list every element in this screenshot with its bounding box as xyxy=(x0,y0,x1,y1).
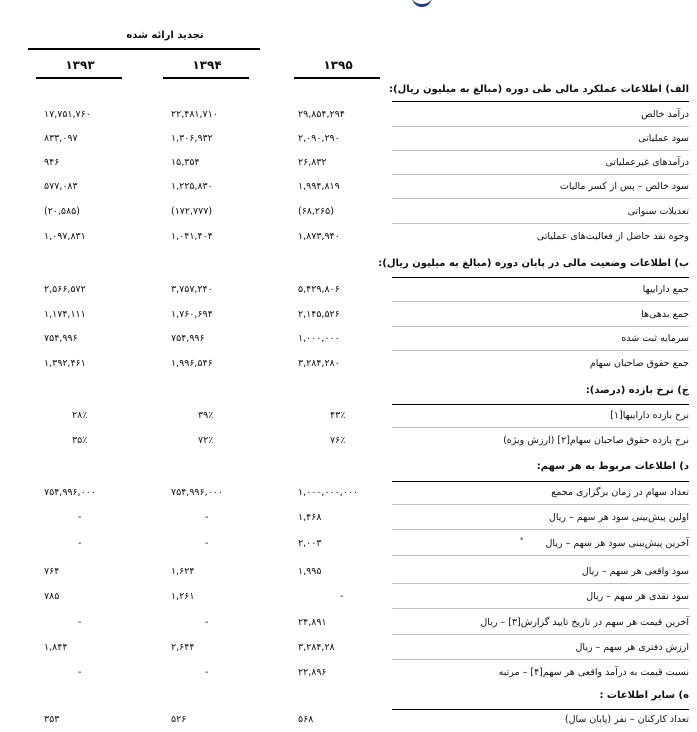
value-1394: - xyxy=(205,617,209,628)
value-1393: ۹۴۶ xyxy=(44,157,60,168)
value-1395: ۱,۹۹۴,۸۱۹ xyxy=(298,181,340,192)
value-1395: ۲۴,۸۹۱ xyxy=(298,617,327,628)
value-1395: - xyxy=(340,591,344,602)
value-1393: ۳۵٪ xyxy=(72,435,88,446)
value-1393: ۱,۳۹۲,۴۶۱ xyxy=(44,358,86,369)
value-1394: ۱,۷۶۰,۶۹۴ xyxy=(171,309,213,320)
table-row xyxy=(0,483,697,505)
value-1394: ۵۲۶ xyxy=(171,714,187,725)
table-row xyxy=(0,354,697,376)
value-1394: ۱,۳۰۶,۹۳۲ xyxy=(171,133,213,144)
value-1395: ۱,۰۰۰,۰۰۰ xyxy=(298,333,340,344)
value-1393: ۷۶۴ xyxy=(44,566,60,577)
section-c-divider xyxy=(392,404,689,405)
row-label: جمع حقوق صاحبان سهام xyxy=(589,358,689,369)
table-row xyxy=(0,534,697,556)
row-label: سود خالص – پس از کسر مالیات xyxy=(559,181,689,192)
value-1395: ۲,۰۰۳ xyxy=(298,538,322,549)
table-row xyxy=(0,406,697,428)
value-1395: ۲,۱۴۵,۵۲۶ xyxy=(298,309,340,320)
value-1395: ۷۶٪ xyxy=(330,435,346,446)
value-1394: ۱,۶۲۴ xyxy=(171,566,195,577)
row-label: ارزش دفتری هر سهم – ریال xyxy=(575,642,689,653)
value-1395: ۳,۲۸۴,۲۸ xyxy=(298,642,335,653)
value-1393: ۷۸۵ xyxy=(44,591,60,602)
value-1393: ۱,۸۴۴ xyxy=(44,642,68,653)
value-1394: ۱,۰۴۱,۴۰۴ xyxy=(171,231,213,242)
value-1394: ۳,۷۵۷,۲۴۰ xyxy=(171,284,213,295)
value-1394: ۱۵,۳۵۴ xyxy=(171,157,200,168)
section-d-title: د) اطلاعات مربوط به هر سهم: xyxy=(536,461,689,472)
table-row xyxy=(0,129,697,151)
row-label: وجوه نقد حاصل از فعالیت‌های عملیاتی xyxy=(536,231,689,242)
value-1395: ۵۶۸ xyxy=(298,714,314,725)
table-row xyxy=(0,638,697,660)
row-label: نسبت قیمت به درآمد واقعی هر سهم[۴] – مرتبه xyxy=(498,667,689,678)
value-1395: (۶۸,۲۶۵) xyxy=(298,206,334,217)
value-1393: ۵۷۷,۰۸۳ xyxy=(44,181,78,192)
value-1393: ۸۳۳,۰۹۷ xyxy=(44,133,78,144)
section-b-title: ب) اطلاعات وضعیت مالی در پایان دوره (مبالغ به میلیون ریال): xyxy=(378,258,689,269)
row-label: تعداد سهام در زمان برگزاری مجمع xyxy=(551,487,689,498)
section-a-title: الف) اطلاعات عملکرد مالی طی دوره (مبالغ به میلیون ریال): xyxy=(389,84,689,95)
value-1395: ۱,۰۰۰,۰۰۰,۰۰۰ xyxy=(298,487,359,498)
row-label: سود نقدی هر سهم – ریال xyxy=(586,591,689,602)
row-label: تعداد کارکنان – نفر (پایان سال) xyxy=(564,714,689,725)
year-1395-header: ۱۳۹۵ xyxy=(323,58,353,72)
row-label: جمع داراییها xyxy=(642,284,689,295)
value-1395: ۲,۰۹۰,۲۹۰ xyxy=(298,133,340,144)
value-1394: ۳۹٪ xyxy=(198,410,214,421)
restated-divider xyxy=(28,48,260,50)
value-1394: (۱۷۲,۷۷۷) xyxy=(171,206,213,217)
value-1394: ۷۵۴,۹۹۶,۰۰۰ xyxy=(171,487,223,498)
table-row xyxy=(0,613,697,635)
row-label: نرخ بازده داراییها[۱] xyxy=(610,410,689,421)
table-row xyxy=(0,663,697,685)
table-row xyxy=(0,105,697,127)
value-1393: ۱,۱۷۴,۱۱۱ xyxy=(44,309,86,320)
year-1394-underline xyxy=(163,77,249,79)
year-1395-underline xyxy=(294,77,380,79)
value-1393: - xyxy=(78,667,82,678)
row-label: درآمدهای غیرعملیاتی xyxy=(605,157,689,168)
value-1393: ۷۵۴,۹۹۶,۰۰۰ xyxy=(44,487,96,498)
value-1395: ۲۶,۸۳۲ xyxy=(298,157,327,168)
table-row xyxy=(0,508,697,530)
table-row xyxy=(0,305,697,327)
logo-icon xyxy=(412,0,432,7)
value-1394: ۲۲,۴۸۱,۷۱۰ xyxy=(171,109,218,120)
value-1395: ۱,۹۹۵ xyxy=(298,566,322,577)
value-1394: - xyxy=(205,512,209,523)
value-1394: - xyxy=(205,667,209,678)
value-1395: ۳,۲۸۴,۲۸۰ xyxy=(298,358,340,369)
value-1394: ۷۲٪ xyxy=(198,435,214,446)
value-1393: ۱۷,۷۵۱,۷۶۰ xyxy=(44,109,91,120)
table-row xyxy=(0,177,697,199)
value-1395: ۲۲,۸۹۶ xyxy=(298,667,327,678)
value-1393: ۷۵۴,۹۹۶ xyxy=(44,333,78,344)
table-row xyxy=(0,202,697,224)
value-1393: ۲,۵۶۶,۵۷۲ xyxy=(44,284,86,295)
value-1394: - xyxy=(205,538,209,549)
value-1395: ۱,۸۷۳,۹۴۰ xyxy=(298,231,340,242)
row-label: اولین پیش‌بینی سود هر سهم – ریال xyxy=(548,512,689,523)
value-1395: ۵,۴۲۹,۸۰۶ xyxy=(298,284,340,295)
year-1394-header: ۱۳۹۴ xyxy=(192,58,222,72)
section-d-divider xyxy=(392,481,689,482)
section-a-divider xyxy=(392,101,689,102)
value-1394: ۱,۲۲۵,۸۳۰ xyxy=(171,181,213,192)
value-1393: - xyxy=(78,538,82,549)
section-c-title: ج) نرخ بازده (درصد): xyxy=(585,385,689,396)
value-1395: ۴۳٪ xyxy=(330,410,346,421)
value-1395: ۱,۴۶۸ xyxy=(298,512,322,523)
row-label: درآمد خالص xyxy=(641,109,689,120)
value-1393: - xyxy=(78,512,82,523)
value-1395: ۲۹,۸۵۴,۲۹۴ xyxy=(298,109,345,120)
table-row xyxy=(0,710,697,732)
row-label: تعدیلات سنواتی xyxy=(627,206,689,217)
row-label: جمع بدهی‌ها xyxy=(641,309,689,320)
table-row xyxy=(0,587,697,609)
value-1394: ۷۵۴,۹۹۶ xyxy=(171,333,205,344)
restated-label: تجدید ارائه شده xyxy=(126,30,204,41)
footnote-star-icon: * xyxy=(520,536,524,544)
value-1394: ۲,۶۴۴ xyxy=(171,642,195,653)
year-1393-underline xyxy=(36,77,122,79)
value-1393: ۳۵۳ xyxy=(44,714,60,725)
section-b-divider xyxy=(392,277,689,278)
value-1393: ۱,۰۹۷,۸۳۱ xyxy=(44,231,86,242)
value-1394: ۱,۲۶۱ xyxy=(171,591,195,602)
year-1393-header: ۱۳۹۳ xyxy=(65,58,95,72)
value-1394: ۱,۹۹۶,۵۴۶ xyxy=(171,358,213,369)
table-row xyxy=(0,280,697,302)
table-row xyxy=(0,153,697,175)
row-label: نرخ بازده حقوق صاحبان سهام[۲] (ارزش ویژه) xyxy=(503,435,689,446)
section-e-title: ه) سایر اطلاعات : xyxy=(599,690,689,701)
row-label: سرمایه ثبت شده xyxy=(621,333,689,344)
table-row xyxy=(0,562,697,584)
row-label: آخرین قیمت هر سهم در تاریخ تایید گزارش[۳] – ریال xyxy=(480,617,689,628)
table-row xyxy=(0,329,697,351)
table-row xyxy=(0,431,697,453)
row-label: آخرین پیش‌بینی سود هر سهم – ریال xyxy=(545,538,689,549)
value-1393: - xyxy=(78,617,82,628)
value-1393: ۲۸٪ xyxy=(72,410,88,421)
value-1393: (۲۰,۵۸۵) xyxy=(44,206,80,217)
table-row xyxy=(0,227,697,249)
row-label: سود عملیاتی xyxy=(638,133,689,144)
row-label: سود واقعی هر سهم – ریال xyxy=(581,566,689,577)
